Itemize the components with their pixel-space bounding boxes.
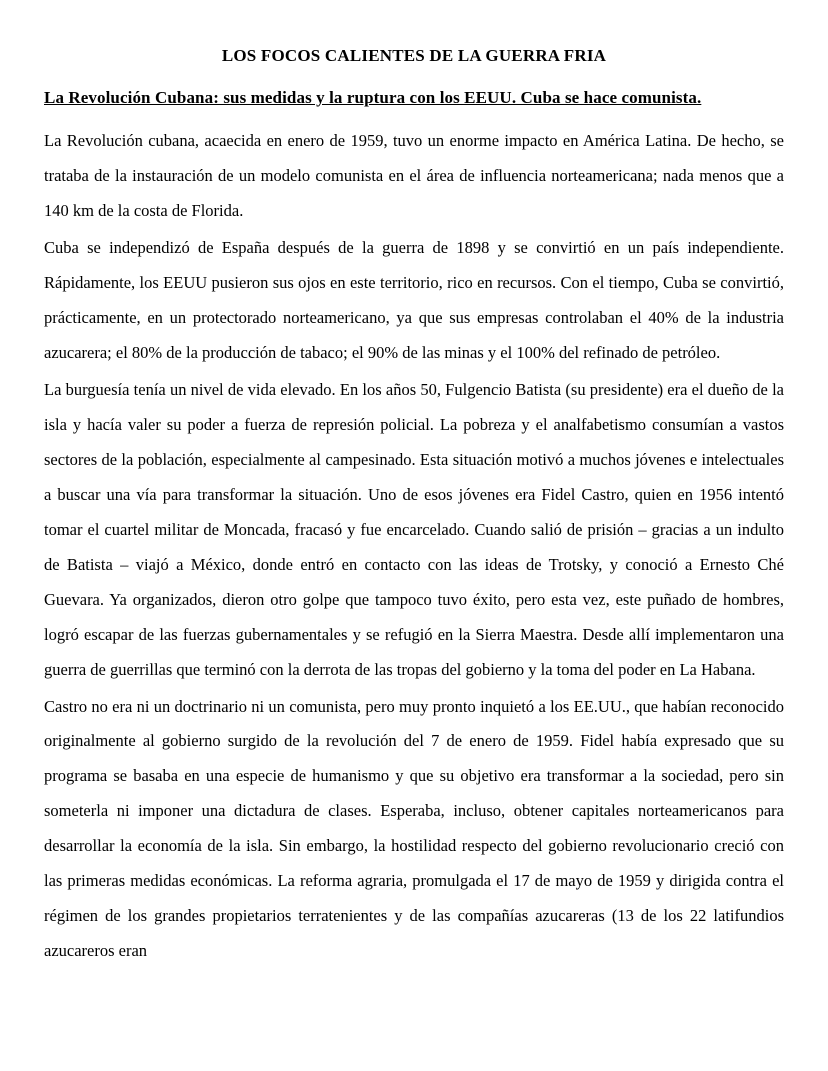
document-title: LOS FOCOS CALIENTES DE LA GUERRA FRIA xyxy=(221,46,607,65)
body-paragraph: Cuba se independizó de España después de la guerra de 1898 y se convirtió en un país independiente. Rápidamente, los EEUU pusieron sus ojos en este territorio, rico en recursos. Con el tiempo, Cuba se convirtió, prácticamente, en un protectorado norteamericano, ya que sus empresas controlaban el 40% de la industria azucarera; el 80% de la producción de tabaco; el 90% de las minas y el 100% del refinado de petróleo. xyxy=(44,237,784,362)
section-heading: La Revolución Cubana: sus medidas y la ruptura con los EEUU. Cuba se hace comunista. xyxy=(44,88,702,107)
body-paragraph: La burguesía tenía un nivel de vida elevado. En los años 50, Fulgencio Batista (su presidente) era el dueño de la isla y hacía valer su poder a fuerza de represión policial. La pobreza y el analfabetismo consumían a vastos sectores de la población, especialmente al campesinado. Esta situación motivó a muchos jóvenes e intelectuales a buscar una vía para transformar la situación. Uno de esos jóvenes era Fidel Castro, quien en 1956 intentó tomar el cuartel militar de Moncada, fracasó y fue encarcelado. Cuando salió de prisión – gracias a un indulto de Batista – viajó a México, donde entró en contacto con las ideas de Trotsky, y conoció a Ernesto Ché Guevara. Ya organizados, dieron otro golpe que tampoco tuvo éxito, pero esta vez, este puñado de hombres, logró escapar de las fuerzas gubernamentales y se refugió en la Sierra Maestra. Desde allí implementaron una guerra de guerrillas que terminó con la derrota de las tropas del gobierno y la toma del poder en La Habana. xyxy=(44,379,784,679)
body-paragraph: Castro no era ni un doctrinario ni un comunista, pero muy pronto inquietó a los EE.UU., que habían reconocido originalmente al gobierno surgido de la revolución del 7 de enero de 1959. Fidel había expresado que su programa se basaba en una especie de humanismo y que su objetivo era transformar a la sociedad, pero sin someterla ni imponer una dictadura de clases. Esperaba, incluso, obtener capitales norteamericanos para desarrollar la economía de la isla. Sin embargo, la hostilidad respecto del gobierno revolucionario creció con las primeras medidas económicas. La reforma agraria, promulgada el 17 de mayo de 1959 y dirigida contra el régimen de los grandes propietarios terratenientes y de las compañías azucareras (13 de los 22 latifundios azucareros eran xyxy=(44,696,784,961)
body-paragraph: La Revolución cubana, acaecida en enero de 1959, tuvo un enorme impacto en América Latina. De hecho, se trataba de la instauración de un modelo comunista en el área de influencia norteamericana; nada menos que a 140 km de la costa de Florida. xyxy=(44,131,784,220)
